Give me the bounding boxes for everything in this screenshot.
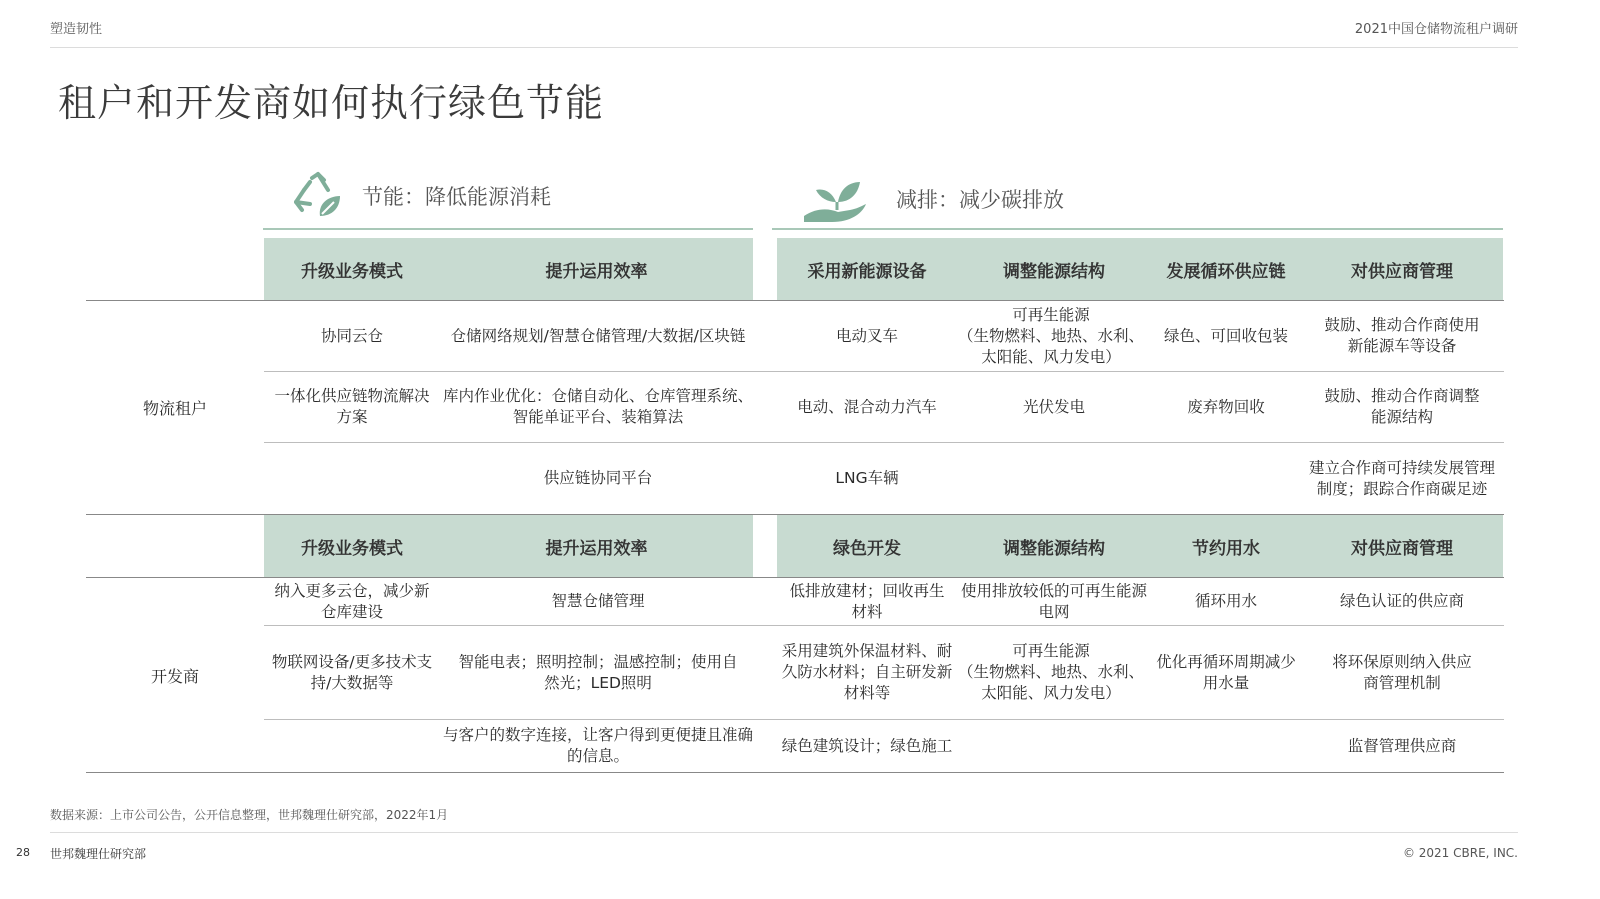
tenant-col-header: 发展循环供应链 — [1166, 261, 1286, 282]
table-cell: 可再生能源 （生物燃料、地热、水利、太阳能、风力发电） — [957, 305, 1144, 366]
section-energy-heading — [292, 170, 551, 222]
table-cell: 仓储网络规划/智慧仓储管理/大数据/区块链 — [450, 326, 746, 345]
developer-col-header: 节约用水 — [1192, 538, 1260, 559]
table-cell: 纳入更多云仓，减少新仓库建设 — [274, 581, 430, 621]
section-energy-underline — [263, 228, 753, 230]
table-cell: 将环保原则纳入供应商管理机制 — [1332, 652, 1472, 692]
tenant-col-header: 升级业务模式 — [301, 261, 403, 282]
developer-col-header: 绿色开发 — [833, 538, 901, 559]
table-cell: 电动、混合动力汽车 — [797, 397, 937, 416]
section-emission-underline — [772, 228, 1503, 230]
footer-copyright: © 2021 CBRE, INC. — [1402, 846, 1518, 860]
tenant-col-header: 调整能源结构 — [1003, 261, 1105, 282]
table-cell: 鼓励、推动合作商调整能源结构 — [1324, 387, 1480, 426]
tenant-row-label: 物流租户 — [142, 399, 207, 418]
table-cell: 可再生能源 （生物燃料、地热、水利、太阳能、风力发电） — [957, 642, 1144, 702]
table-cell: 一体化供应链物流解决方案 — [274, 387, 430, 426]
section-energy-label: 节能：降低能源消耗 — [362, 185, 551, 209]
table-cell: 鼓励、推动合作商使用新能源车等设备 — [1324, 316, 1480, 355]
table-cell: 供应链协同平台 — [543, 469, 653, 487]
developer-col-header: 调整能源结构 — [1003, 538, 1105, 559]
table-cell: 采用建筑外保温材料、耐久防水材料；自主研发新材料等 — [781, 642, 953, 702]
tenant-col-header: 提升运用效率 — [545, 261, 648, 282]
table-cell: 建立合作商可持续发展管理制度；跟踪合作商碳足迹 — [1308, 458, 1495, 498]
section-emission-label: 减排：减少碳排放 — [896, 188, 1064, 212]
table-cell: 协同云仓 — [320, 326, 383, 345]
table-cell: 物联网设备/更多技术支持/大数据等 — [271, 652, 433, 692]
table-cell: 循环用水 — [1194, 592, 1257, 610]
hand-plant-icon — [802, 172, 868, 226]
table-cell: 智慧仓储管理 — [551, 592, 645, 610]
table-cell: 优化再循环周期减少用水量 — [1156, 652, 1296, 692]
table-cell: 废弃物回收 — [1187, 397, 1265, 416]
developer-col-header: 对供应商管理 — [1351, 538, 1453, 559]
table-cell: LNG车辆 — [835, 469, 899, 487]
developer-bottom-rule — [86, 772, 1504, 773]
data-source-note: 数据来源：上市公司公告，公开信息整理，世邦魏理仕研究部，2022年1月 — [50, 808, 449, 822]
table-cell: 库内作业优化：仓储自动化、仓库管理系统、智能单证平台、装箱算法 — [442, 387, 753, 426]
table-cell: 绿色认证的供应商 — [1339, 592, 1464, 610]
header-divider — [50, 47, 1518, 48]
table-cell: 光伏发电 — [1022, 397, 1085, 416]
table-cell: 低排放建材；回收再生材料 — [789, 581, 945, 621]
table-cell: 监督管理供应商 — [1347, 736, 1457, 755]
section-emission-heading — [802, 172, 1064, 226]
footer-divider — [50, 832, 1518, 833]
table-cell: 绿色、可回收包装 — [1163, 326, 1288, 345]
tenant-col-header: 对供应商管理 — [1351, 261, 1453, 282]
table-cell: 智能电表；照明控制；温感控制；使用自然光；LED照明 — [458, 652, 738, 692]
tenant-col-header: 采用新能源设备 — [807, 261, 927, 282]
page-number: 28 — [16, 846, 30, 859]
page-title: 租户和开发商如何执行绿色节能 — [58, 81, 605, 125]
header-brand-text: 塑造韧性 — [50, 22, 103, 37]
developer-col-header: 提升运用效率 — [545, 538, 648, 559]
table-cell: 与客户的数字连接，让客户得到更便捷且准确的信息。 — [442, 726, 753, 765]
header-report-title: 2021中国仓储物流租户调研 — [1354, 22, 1518, 37]
developer-row-label: 开发商 — [150, 666, 199, 686]
footer-department: 世邦魏理仕研究部 — [50, 847, 147, 861]
table-cell: 使用排放较低的可再生能源电网 — [960, 581, 1147, 621]
table-cell: 绿色建筑设计；绿色施工 — [781, 736, 953, 755]
recycle-leaf-icon — [292, 170, 344, 222]
table-cell: 电动叉车 — [835, 326, 898, 345]
developer-col-header: 升级业务模式 — [301, 538, 403, 559]
